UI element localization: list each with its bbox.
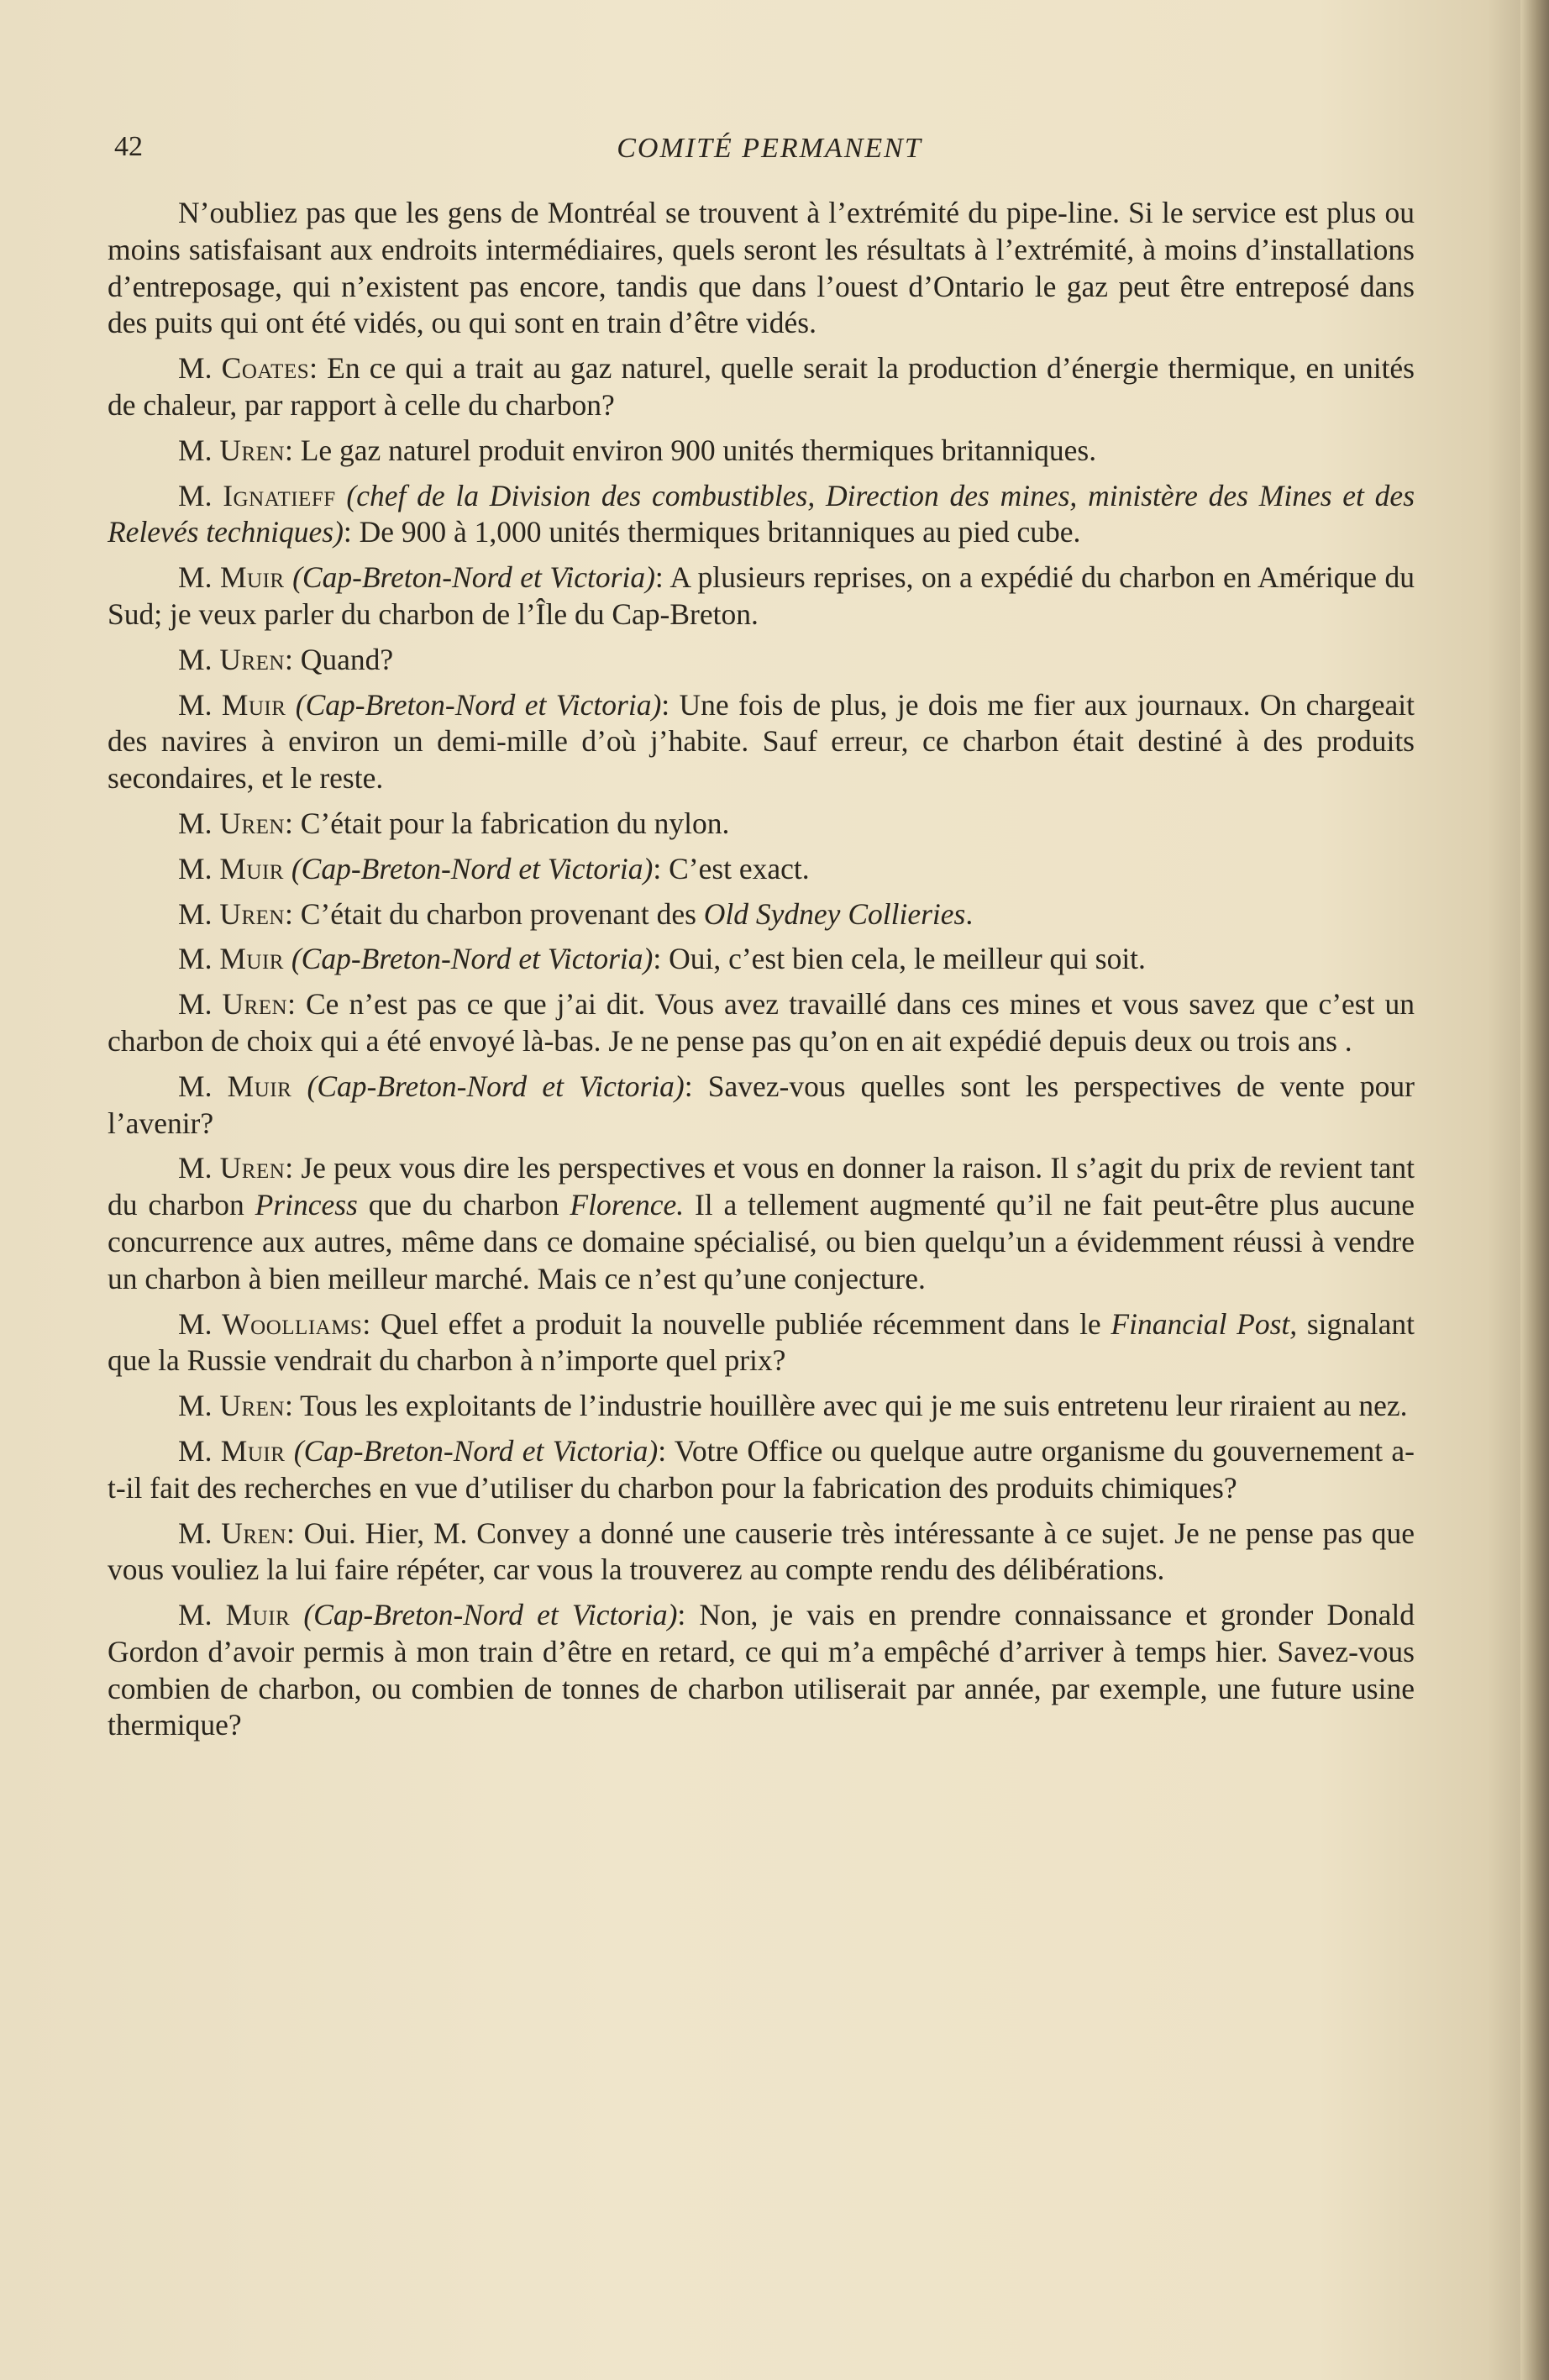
speaker-prefix: M.: [178, 642, 213, 676]
speaker-prefix: M.: [178, 851, 213, 885]
speaker-name: Muir: [219, 560, 285, 595]
speaker-name: Uren: [219, 806, 285, 840]
paragraph: [108, 687, 1415, 797]
header-title: COMITÉ PERMANENT: [617, 133, 922, 164]
paragraph-text: : Votre Office ou quelque autre organisme du gouvernement a-t-il fait des recherches en vue d’utiliser du charbon pour la fabrication des produits chimiques?: [108, 1433, 1415, 1505]
paragraph-text: : A plusieurs reprises, on a expédié du charbon en Amérique du Sud; je veux parler du charbon de l’Île du Cap-Breton.: [108, 560, 1415, 631]
paragraph-text: : Non, je vais en prendre connaissance et gronder Donald Gordon d’avoir permis à mon train d’être en retard, ce qui m’a empêché d’arriver à temps hier. Savez-vous combien de charbon, ou combien de tonnes de charbon utiliserait par année, par exemple, une future usine thermique?: [108, 1598, 1415, 1742]
paragraph: [108, 986, 1415, 1060]
paragraph: [108, 851, 1415, 888]
speaker-riding: (Cap-Breton-Nord et Victoria): [293, 1433, 659, 1468]
speaker-prefix: M.: [178, 1306, 213, 1341]
paragraph-text: : De 900 à 1,000 unités thermiques britanniques au pied cube.: [343, 515, 1081, 549]
paragraph: [108, 1388, 1415, 1425]
speaker-name: Muir: [219, 942, 284, 976]
paragraph: [108, 1516, 1415, 1589]
speaker-prefix: M.: [178, 478, 213, 512]
speaker-prefix: M.: [178, 942, 213, 976]
speaker-prefix: M.: [178, 1389, 213, 1423]
paragraph: [108, 1069, 1415, 1143]
paragraph-text: : Tous les exploitants de l’industrie houillère avec qui je me suis entretenu leur riraient au nez.: [284, 1389, 1408, 1423]
paragraph-text: que du charbon: [357, 1188, 570, 1222]
speaker-prefix: M.: [178, 560, 213, 595]
running-header: [114, 131, 1425, 173]
italic-text: Florence.: [570, 1188, 685, 1222]
paragraph: [108, 478, 1415, 552]
speaker-name: Uren: [219, 1389, 285, 1423]
speaker-prefix: M.: [178, 433, 213, 467]
speaker-riding: (Cap-Breton-Nord et Victoria): [307, 1069, 685, 1103]
speaker-prefix: M.: [178, 1598, 213, 1632]
speaker-riding: (Cap-Breton-Nord et Victoria): [291, 851, 654, 885]
paragraph-text: : C’était pour la fabrication du nylon.: [284, 806, 730, 840]
speaker-prefix: M.: [178, 1069, 213, 1103]
paragraph-text: : Une fois de plus, je dois me fier aux journaux. On chargeait des navires à environ un demi-mille d’où j’habite. Sauf erreur, ce charbon était destiné à des produits secondaires, et le reste.: [108, 687, 1415, 796]
italic-text: Old Sydney Collieries: [703, 896, 966, 931]
paragraph-text: .: [965, 896, 974, 931]
paragraph-text: : C’était du charbon provenant des: [284, 896, 704, 931]
paragraph-text: : Ce n’est pas ce que j’ai dit. Vous avez travaillé dans ces mines et vous savez que c’est un charbon de choix qui a été envoyé là-bas. Je ne pense pas qu’on en ait expédié depuis deux ou trois ans .: [108, 987, 1415, 1058]
paragraph-text: : Le gaz naturel produit environ 900 unités thermiques britanniques.: [284, 433, 1097, 467]
speaker-riding: (Cap-Breton-Nord et Victoria): [303, 1598, 678, 1632]
page-number: 42: [114, 131, 143, 162]
speaker-name: Uren: [219, 1151, 286, 1185]
speaker-prefix: M.: [178, 1151, 213, 1185]
italic-text: Financial Post,: [1111, 1306, 1298, 1341]
speaker-prefix: M.: [178, 687, 213, 722]
speaker-name: Uren: [222, 987, 288, 1022]
paragraph: [108, 1150, 1415, 1297]
speaker-riding: (chef de la Division des combustibles, Direction des mines, ministère des Mines et des Relevés techniques): [108, 478, 1415, 549]
paragraph: [108, 1597, 1415, 1744]
paragraph: [108, 560, 1415, 633]
paragraph-text: : Oui. Hier, M. Convey a donné une causerie très intéressante à ce sujet. Je ne pense pas que vous vouliez la lui faire répéter, car vous la trouverez au compte rendu des délibérations.: [108, 1516, 1415, 1587]
paragraph: [108, 433, 1415, 470]
paragraph-text: : Savez-vous quelles sont les perspectives de vente pour l’avenir?: [108, 1069, 1415, 1140]
paragraph: [108, 806, 1415, 843]
paragraph-text: N’oubliez pas que les gens de Montréal se trouvent à l’extrémité du pipe-line. Si le service est plus ou moins satisfaisant aux endroits intermédiaires, quels seront les résultats à l’extrémité, à moins d’installations d’entreposage, qui n’existent pas encore, tandis que dans l’ouest d’Ontario le gaz peut être entreposé dans des puits qui ont été vidés, ou qui sont en train d’être vidés.: [108, 196, 1415, 340]
paragraph: [108, 1306, 1415, 1380]
paragraph-text: : Je peux vous dire les perspectives et vous en donner la raison. Il s’agit du prix de revient tant du charbon: [108, 1151, 1415, 1222]
paragraph-text: : C’est exact.: [653, 851, 810, 885]
italic-text: Princess: [255, 1188, 358, 1222]
speaker-prefix: M.: [178, 987, 213, 1022]
speaker-name: Coates: [221, 351, 310, 386]
body-text: [108, 195, 1415, 1752]
page-edge: [1520, 0, 1549, 2380]
paragraph-text: : Quel effet a produit la nouvelle publiée récemment dans le: [362, 1306, 1111, 1341]
paragraph: [108, 642, 1415, 679]
speaker-riding: (Cap-Breton-Nord et Victoria): [295, 687, 662, 722]
paragraph-text: : Oui, c’est bien cela, le meilleur qui soit.: [653, 942, 1146, 976]
speaker-name: Muir: [227, 1069, 292, 1103]
paragraph: [108, 896, 1415, 933]
speaker-prefix: M.: [178, 896, 213, 931]
paragraph-text: Il a tellement augmenté qu’il ne fait peut-être plus aucune concurrence aux autres, même dans ce domaine spécialisé, ou bien quelqu’un a évidemment réussi à vendre un charbon à bien meilleur marché. Mais ce n’est qu’une conjecture.: [108, 1188, 1415, 1295]
paragraph: [108, 350, 1415, 424]
speaker-name: Uren: [219, 433, 285, 467]
paragraph-text: : Quand?: [284, 642, 394, 676]
paragraph: [108, 1433, 1415, 1507]
speaker-name: Woolliams: [222, 1306, 363, 1341]
speaker-prefix: M.: [178, 1433, 213, 1468]
speaker-prefix: M.: [178, 806, 213, 840]
speaker-name: Uren: [221, 1516, 286, 1550]
speaker-name: Muir: [221, 687, 286, 722]
speaker-name: Ignatieff: [223, 478, 336, 512]
speaker-name: Uren: [219, 896, 285, 931]
speaker-riding: (Cap-Breton-Nord et Victoria): [291, 942, 654, 976]
speaker-riding: (Cap-Breton-Nord et Victoria): [292, 560, 655, 595]
paragraph: [108, 941, 1415, 978]
speaker-name: Muir: [220, 1433, 286, 1468]
paragraph-text: : En ce qui a trait au gaz naturel, quelle serait la production d’énergie thermique, en unités de chaleur, par rapport à celle du charbon?: [108, 351, 1415, 422]
speaker-prefix: M.: [178, 1516, 213, 1550]
paragraph-text: signalant que la Russie vendrait du charbon à n’importe quel prix?: [108, 1306, 1415, 1378]
speaker-prefix: M.: [178, 351, 213, 386]
paragraph: [108, 195, 1415, 342]
speaker-name: Muir: [225, 1598, 291, 1632]
speaker-name: Uren: [219, 642, 285, 676]
speaker-name: Muir: [219, 851, 284, 885]
